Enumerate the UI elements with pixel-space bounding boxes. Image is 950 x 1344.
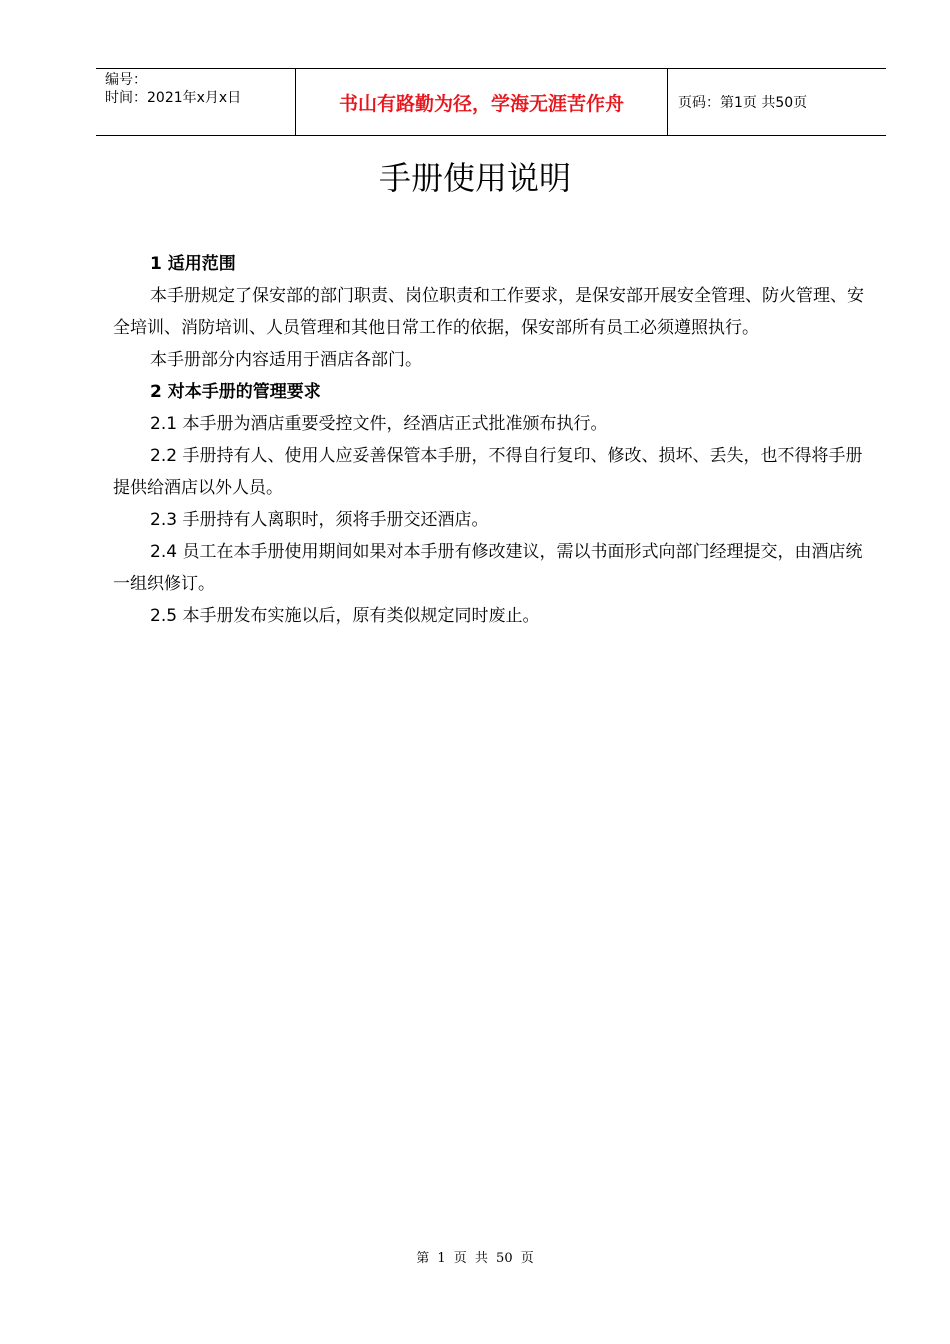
paragraph-text: 手册持有人、使用人应妥善保管本手册，不得自行复印、修改、损坏、丢失，也不得将手册提供给酒店以外人员。: [113, 446, 863, 498]
body-paragraph: [113, 344, 878, 376]
body-paragraph: [113, 280, 878, 344]
body-paragraph: [113, 504, 878, 536]
paragraph-text: 员工在本手册使用期间如果对本手册有修改建议，需以书面形式向部门经理提交，由酒店统一组织修订。: [113, 542, 863, 594]
section-heading: 2 对本手册的管理要求: [150, 382, 321, 402]
clause-number: 2.2: [150, 446, 178, 466]
header-motto-cell: [296, 69, 668, 135]
paragraph-text: 本手册部分内容适用于酒店各部门。: [150, 350, 422, 370]
paragraph-text: 本手册为酒店重要受控文件，经酒店正式批准颁布执行。: [182, 414, 608, 434]
header-motto: 书山有路勤为径，学海无涯苦作舟: [338, 92, 624, 115]
document-number-label: 编号：: [105, 72, 147, 88]
page-header-table: [96, 68, 886, 136]
clause-number: 2.1: [150, 414, 178, 434]
clause-number: 2.3: [150, 510, 178, 530]
document-body: [113, 248, 878, 632]
paragraph-text: 本手册规定了保安部的部门职责、岗位职责和工作要求，是保安部开展安全管理、防火管理、安全培训、消防培训、人员管理和其他日常工作的依据，保安部所有员工必须遵照执行。: [113, 286, 864, 338]
document-title: 手册使用说明: [378, 159, 571, 197]
header-meta-cell: [96, 69, 296, 135]
header-page-cell: [668, 69, 886, 135]
page-footer: 第 1 页 共 50 页: [416, 1251, 534, 1266]
paragraph-text: 本手册发布实施以后，原有类似规定同时废止。: [182, 606, 540, 626]
body-paragraph: [113, 440, 878, 504]
body-paragraph: [113, 408, 878, 440]
body-paragraph: [113, 536, 878, 600]
body-paragraph: [113, 600, 878, 632]
header-page-info: 页码：第1页 共50页: [678, 95, 808, 111]
paragraph-text: 手册持有人离职时，须将手册交还酒店。: [182, 510, 489, 530]
document-time-label: 时间：2021年x月x日: [105, 90, 242, 106]
clause-number: 2.5: [150, 606, 178, 626]
section-heading: 1 适用范围: [150, 254, 236, 274]
clause-number: 2.4: [150, 542, 178, 562]
